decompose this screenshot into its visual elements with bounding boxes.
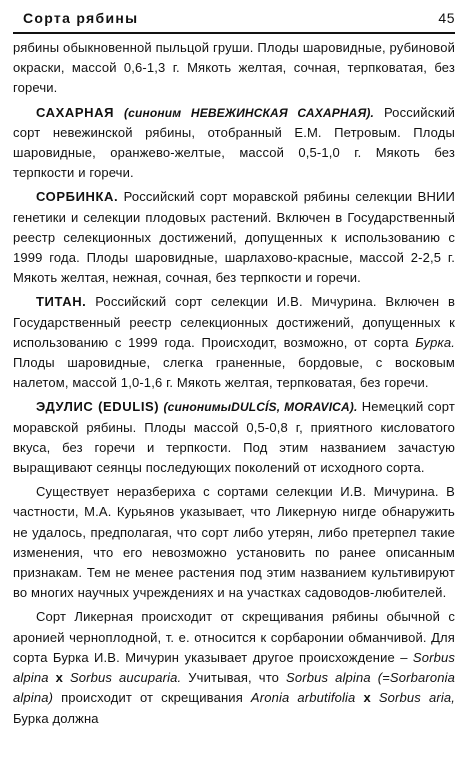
running-title: Сорта рябины: [23, 10, 139, 26]
entry-sorbinka: [13, 187, 455, 288]
entry-text: Российский сорт моравской рябины селекции ВНИИ генетики и селекции плодовых растений. Включен в Государственный реестр селекционных достижений, допущенных к использованию с 1999 года. Плоды шаровидные, шарлахово-красные, массой 2-2,5 г. Мякоть желтая, нежная, сочная, без терпкости и горечи.: [13, 189, 455, 286]
cultivar-name: ЭДУЛИС (EDULIS): [36, 399, 160, 415]
species-name: Sorbus aucuparia.: [69, 670, 182, 686]
entry-text: Российский сорт невежинской рябины, отобранный Е.М. Петровым. Плоды шаровидные, оранжево-желтые, массой 0,5-1,0 г. Мякоть без терпкости и горечи.: [13, 104, 456, 181]
page-header: [13, 6, 455, 32]
paragraph-text: рябины обыкновенной пыльцой груши. Плоды шаровидные, рубиновой окраски, массой 0,6-1,3 г. Мякоть желтая, сочная, терпковатая, без горечи.: [13, 40, 455, 96]
paragraph-text: Существует неразбериха с сортами селекции И.В. Мичурина. В частности, М.А. Курьянов указывает, что Ликерную нигде обнаружить не удалось, предполагая, что сорт либо утерян, либо претерпел такие изменения, что его невозможно установить по ранее описанным признакам. Тем не менее растения под этим названием культивируют во многих научных учреждениях и на участках садоводов-любителей.: [13, 484, 455, 601]
cultivar-reference: Бурка.: [415, 334, 455, 350]
header-rule: [13, 32, 455, 34]
cultivar-name: ТИТАН.: [36, 294, 87, 310]
page-number: 45: [438, 10, 455, 26]
cultivar-name: СОРБИНКА.: [36, 189, 119, 205]
entry-text: Российский сорт селекции И.В. Мичурина. Включен в Государственный реестр селекционных достижений, допущенных к использованию с 1999 года. Происходит, возможно, от сорта: [13, 294, 455, 350]
species-name: Aronia arbutifolia: [250, 690, 356, 706]
species-name: Sorbus alpina (=Sorbaronia alpina): [13, 670, 456, 706]
cross-sign: x: [55, 670, 63, 686]
synonym-note: (синонимыDULCÍS, MORAVICA).: [163, 400, 358, 415]
paragraph-text: Бурка должна: [13, 710, 99, 726]
entry-text-continued: Плоды шаровидные, слегка граненные, бордовые, с восковым налетом, массой 1,0-1,6 г. Мякоть желтая, терпковатая, без горечи.: [13, 355, 455, 391]
paragraph-text: Учитывая, что: [188, 670, 280, 686]
cultivar-name: САХАРНАЯ: [36, 104, 115, 120]
species-name: Sorbus aria,: [378, 690, 455, 706]
paragraph-continuation: [13, 38, 455, 99]
page-body: [13, 38, 455, 733]
paragraph-likernaya: [13, 607, 455, 728]
entry-text: Немецкий сорт моравской рябины. Плоды массой 0,5-0,8 г, приятного кисловатого вкуса, без горечи и терпкости. Под этим названием зачастую выращивают сеянцы последующих поколений от исходного сорта.: [13, 399, 456, 476]
entry-titan: [13, 292, 455, 393]
entry-sakharnaya: [13, 103, 455, 184]
paragraph-text: Сорт Ликерная происходит от скрещивания рябины обычной с аронией черноплодной, т. е. относится к сорбаронии обманчивой. Для сорта Бурка И.В. Мичурин указывает другое происхождение –: [13, 609, 455, 665]
synonym-note: (синоним НЕВЕЖИНСКАЯ САХАРНАЯ).: [124, 105, 375, 120]
species-name: Sorbus alpina: [13, 649, 455, 686]
paragraph-text: происходит от скрещивания: [61, 690, 243, 706]
paragraph-confusion: [13, 482, 455, 603]
entry-edulis: [13, 397, 455, 478]
cross-sign: x: [363, 690, 371, 706]
